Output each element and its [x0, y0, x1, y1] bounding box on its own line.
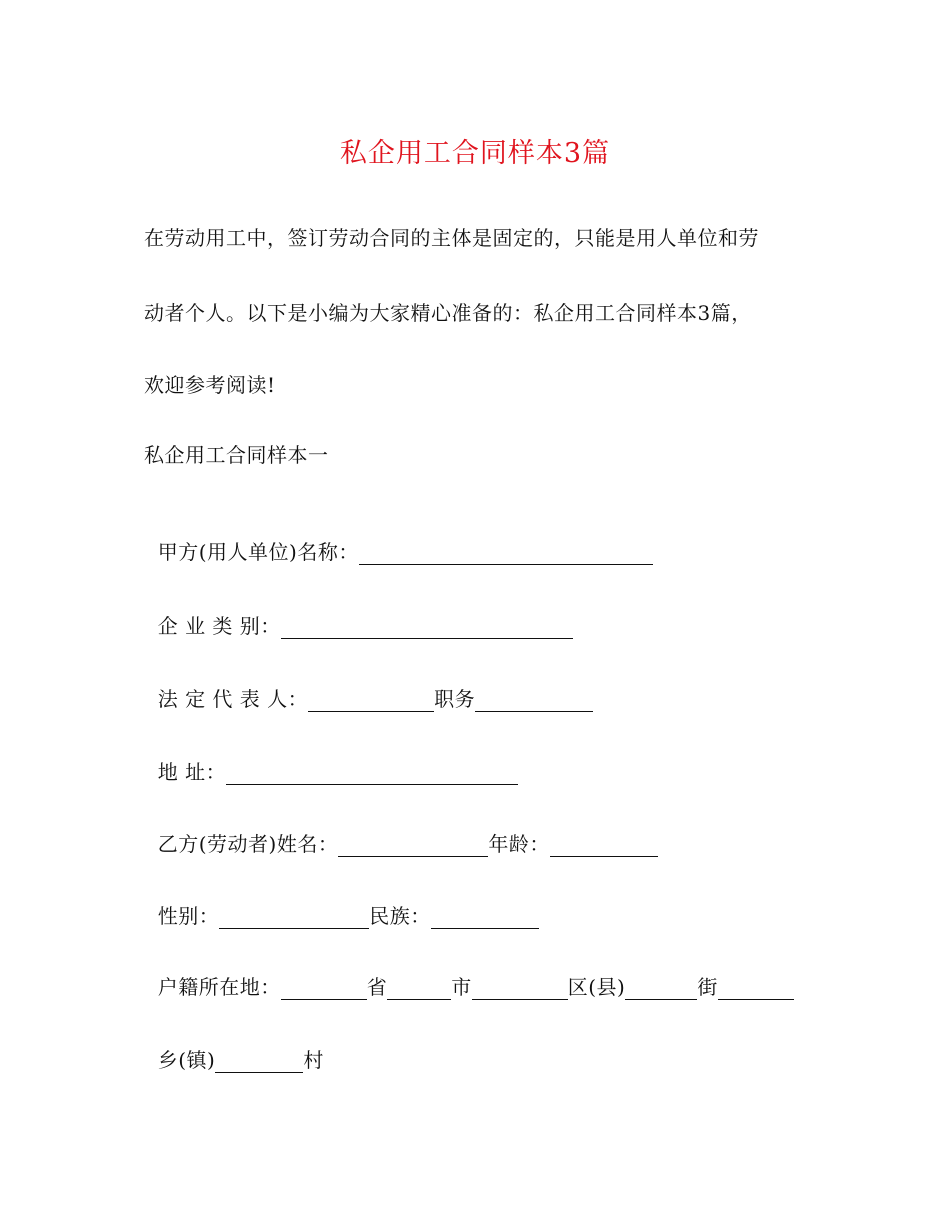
city-blank[interactable]: [387, 977, 451, 1000]
party-b-row: [144, 804, 658, 857]
gender-label: 性别：: [157, 904, 220, 928]
position-blank[interactable]: [475, 689, 593, 712]
township-label: 乡(镇): [157, 1048, 216, 1072]
city-label: 市: [451, 975, 472, 999]
party-a-row: [144, 512, 653, 565]
enterprise-type-label: 企 业 类 别：: [157, 614, 281, 638]
party-b-label: 乙方(劳动者)姓名：: [157, 832, 339, 856]
enterprise-type-blank[interactable]: [281, 616, 573, 639]
party-a-blank[interactable]: [359, 542, 653, 565]
street-blank[interactable]: [625, 977, 697, 1000]
intro-line-2: 动者个人。以下是小编为大家精心准备的：私企用工合同样本3篇，: [144, 301, 752, 325]
street-trailing-blank[interactable]: [718, 977, 794, 1000]
party-a-label: 甲方(用人单位)名称：: [157, 540, 359, 564]
position-label: 职务: [434, 687, 476, 711]
age-label: 年龄：: [488, 832, 550, 856]
village-label: 村: [303, 1048, 324, 1072]
legal-rep-label: 法 定 代 表 人：: [157, 687, 309, 711]
gender-blank[interactable]: [219, 906, 369, 929]
household-row: [144, 947, 794, 1000]
household-label: 户籍所在地：: [157, 975, 281, 999]
township-blank[interactable]: [215, 1050, 303, 1073]
address-row: [144, 732, 518, 785]
township-row: [144, 1020, 324, 1073]
legal-rep-blank[interactable]: [308, 689, 434, 712]
district-blank[interactable]: [472, 977, 568, 1000]
intro-line-1: 在劳动用工中，签订劳动合同的主体是固定的，只能是用人单位和劳: [144, 226, 759, 250]
party-b-name-blank[interactable]: [338, 834, 488, 857]
ethnicity-blank[interactable]: [431, 906, 539, 929]
legal-rep-row: [144, 659, 593, 712]
district-label: 区(县): [567, 975, 626, 999]
section-title: 私企用工合同样本一: [144, 443, 329, 467]
street-label: 街: [697, 975, 718, 999]
document-title: 私企用工合同样本3篇: [339, 138, 611, 169]
province-blank[interactable]: [281, 977, 367, 1000]
province-label: 省: [366, 975, 388, 999]
age-blank[interactable]: [550, 834, 658, 857]
address-blank[interactable]: [226, 762, 518, 785]
ethnicity-label: 民族：: [369, 904, 431, 928]
enterprise-type-row: [144, 586, 573, 639]
gender-row: [144, 876, 539, 929]
intro-line-3: 欢迎参考阅读!: [144, 373, 276, 397]
address-label: 地 址：: [157, 760, 227, 784]
